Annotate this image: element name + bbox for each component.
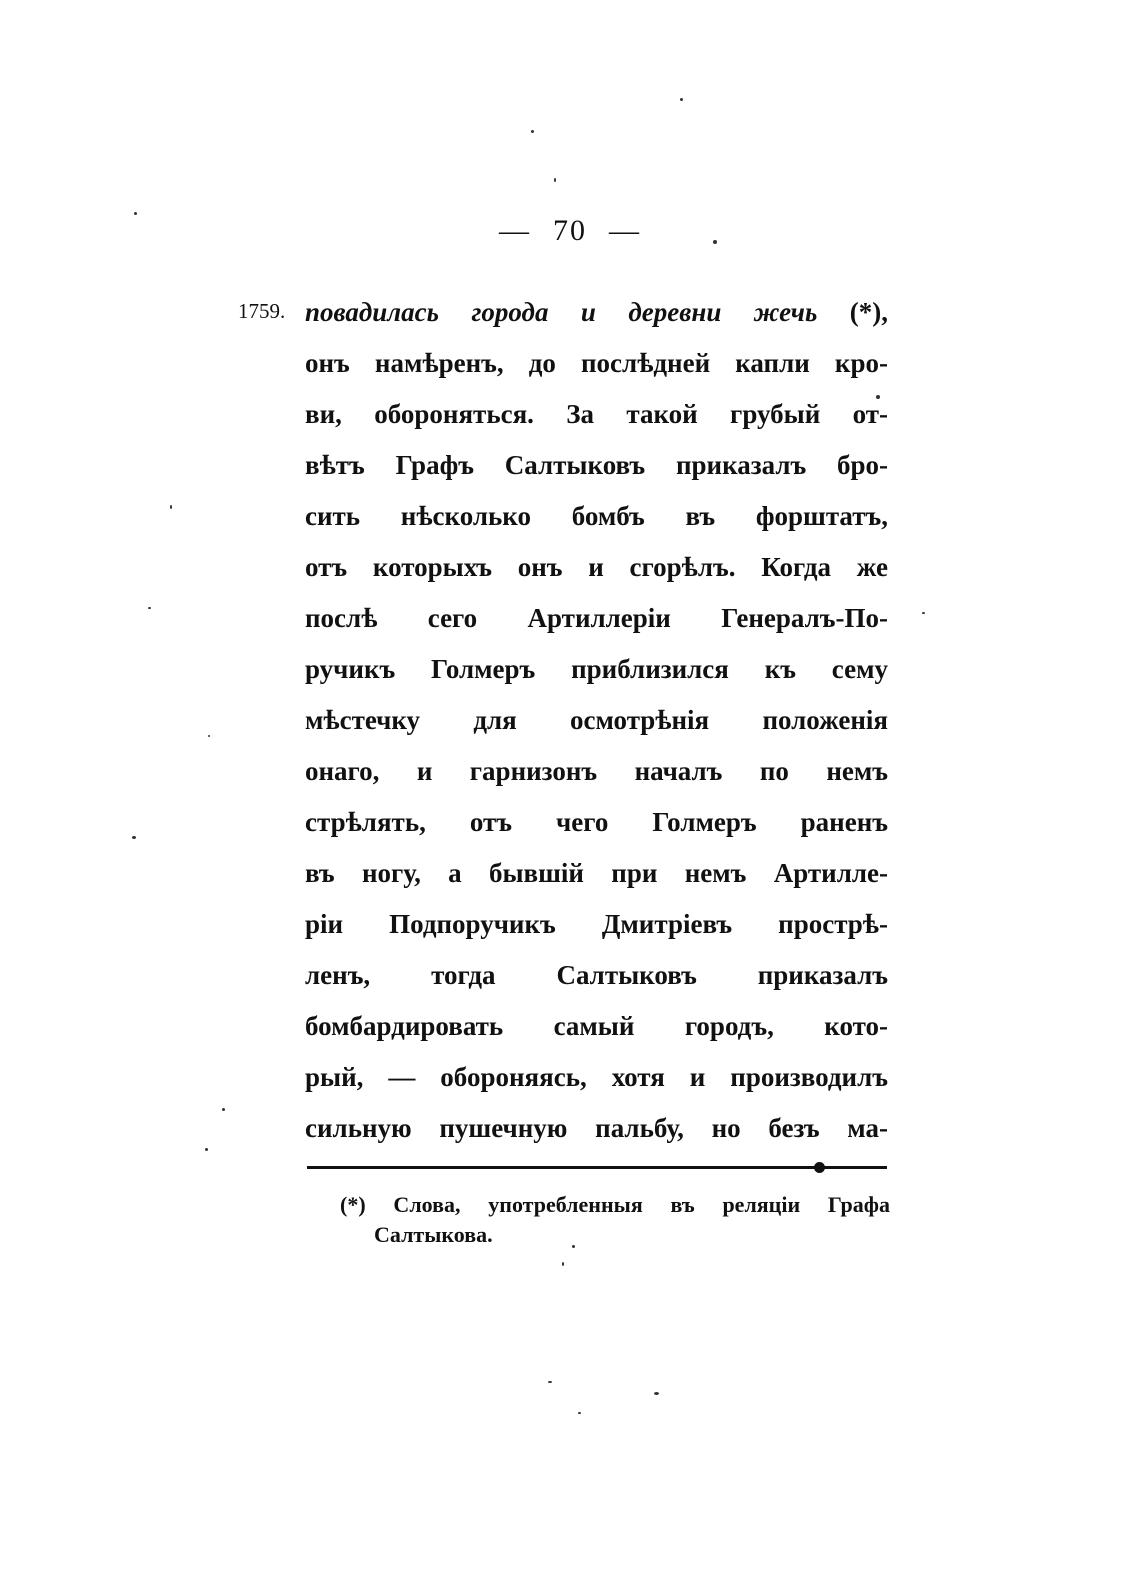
scan-speck	[654, 1392, 659, 1395]
footnote	[340, 1190, 890, 1250]
body-line: мѣстечку для осмотрѣнія положенія	[305, 705, 888, 735]
scan-speck	[134, 212, 137, 215]
scan-speck	[578, 1412, 581, 1414]
body-line: онъ намѣренъ, до послѣдней капли кро-	[305, 348, 888, 378]
rule-ink-dot	[814, 1162, 825, 1173]
body-line: сить нѣсколько бомбъ въ форштатъ,	[305, 501, 888, 531]
scan-speck	[222, 1108, 225, 1111]
page-number-dash-right: —	[609, 214, 641, 247]
footnote-line-2: Салтыкова.	[374, 1222, 493, 1247]
body-line: онаго, и гарнизонъ началъ по немъ	[305, 756, 888, 786]
page-number-value: 70	[553, 214, 587, 247]
body-line: стрѣлять, отъ чего Голмеръ раненъ	[305, 807, 888, 837]
scan-speck	[554, 178, 556, 182]
body-line: въ ногу, а бывшій при немъ Артилле-	[305, 858, 888, 888]
scan-speck	[132, 836, 136, 839]
scan-speck	[531, 130, 534, 133]
scan-speck	[876, 395, 880, 399]
body-line-1	[305, 287, 888, 338]
body-line: бомбардировать самый городъ, кото-	[305, 1011, 888, 1041]
body-line: послѣ сего Артиллеріи Генералъ-По-	[305, 603, 888, 633]
body-line: ви, обороняться. За такой грубый от-	[305, 399, 888, 429]
scan-speck	[205, 1148, 208, 1151]
scan-speck	[922, 612, 925, 614]
footnote-separator-rule	[307, 1166, 887, 1169]
body-text	[305, 287, 888, 1154]
scan-speck	[713, 240, 717, 244]
scan-speck	[148, 607, 151, 609]
body-line: отъ которыхъ онъ и сгорѣлъ. Когда же	[305, 552, 888, 582]
scan-speck	[562, 1262, 564, 1266]
footnote-line-1: (*) Слова, употребленныя въ реляціи Графа	[340, 1192, 890, 1217]
scan-speck	[208, 735, 210, 737]
scan-speck	[548, 1381, 552, 1383]
scan-speck	[572, 1245, 575, 1248]
page-number	[0, 214, 1140, 248]
scan-speck	[170, 505, 172, 509]
body-line-1-italic: повадилась города и деревни жечь	[305, 297, 818, 327]
body-line: вѣтъ Графъ Салтыковъ приказалъ бро-	[305, 450, 888, 480]
body-line-1-rest: (*),	[817, 297, 888, 327]
scan-speck	[680, 98, 683, 101]
body-line: рый, — обороняясь, хотя и производилъ	[305, 1062, 888, 1092]
margin-year: 1759.	[238, 299, 286, 323]
body-line: ручикъ Голмеръ приблизился къ сему	[305, 654, 888, 684]
body-line: ріи Подпоручикъ Дмитріевъ прострѣ-	[305, 909, 888, 939]
page-number-dash-left: —	[499, 214, 531, 247]
body-line: сильную пушечную пальбу, но безъ ма-	[305, 1113, 888, 1143]
body-line: ленъ, тогда Салтыковъ приказалъ	[305, 960, 888, 990]
